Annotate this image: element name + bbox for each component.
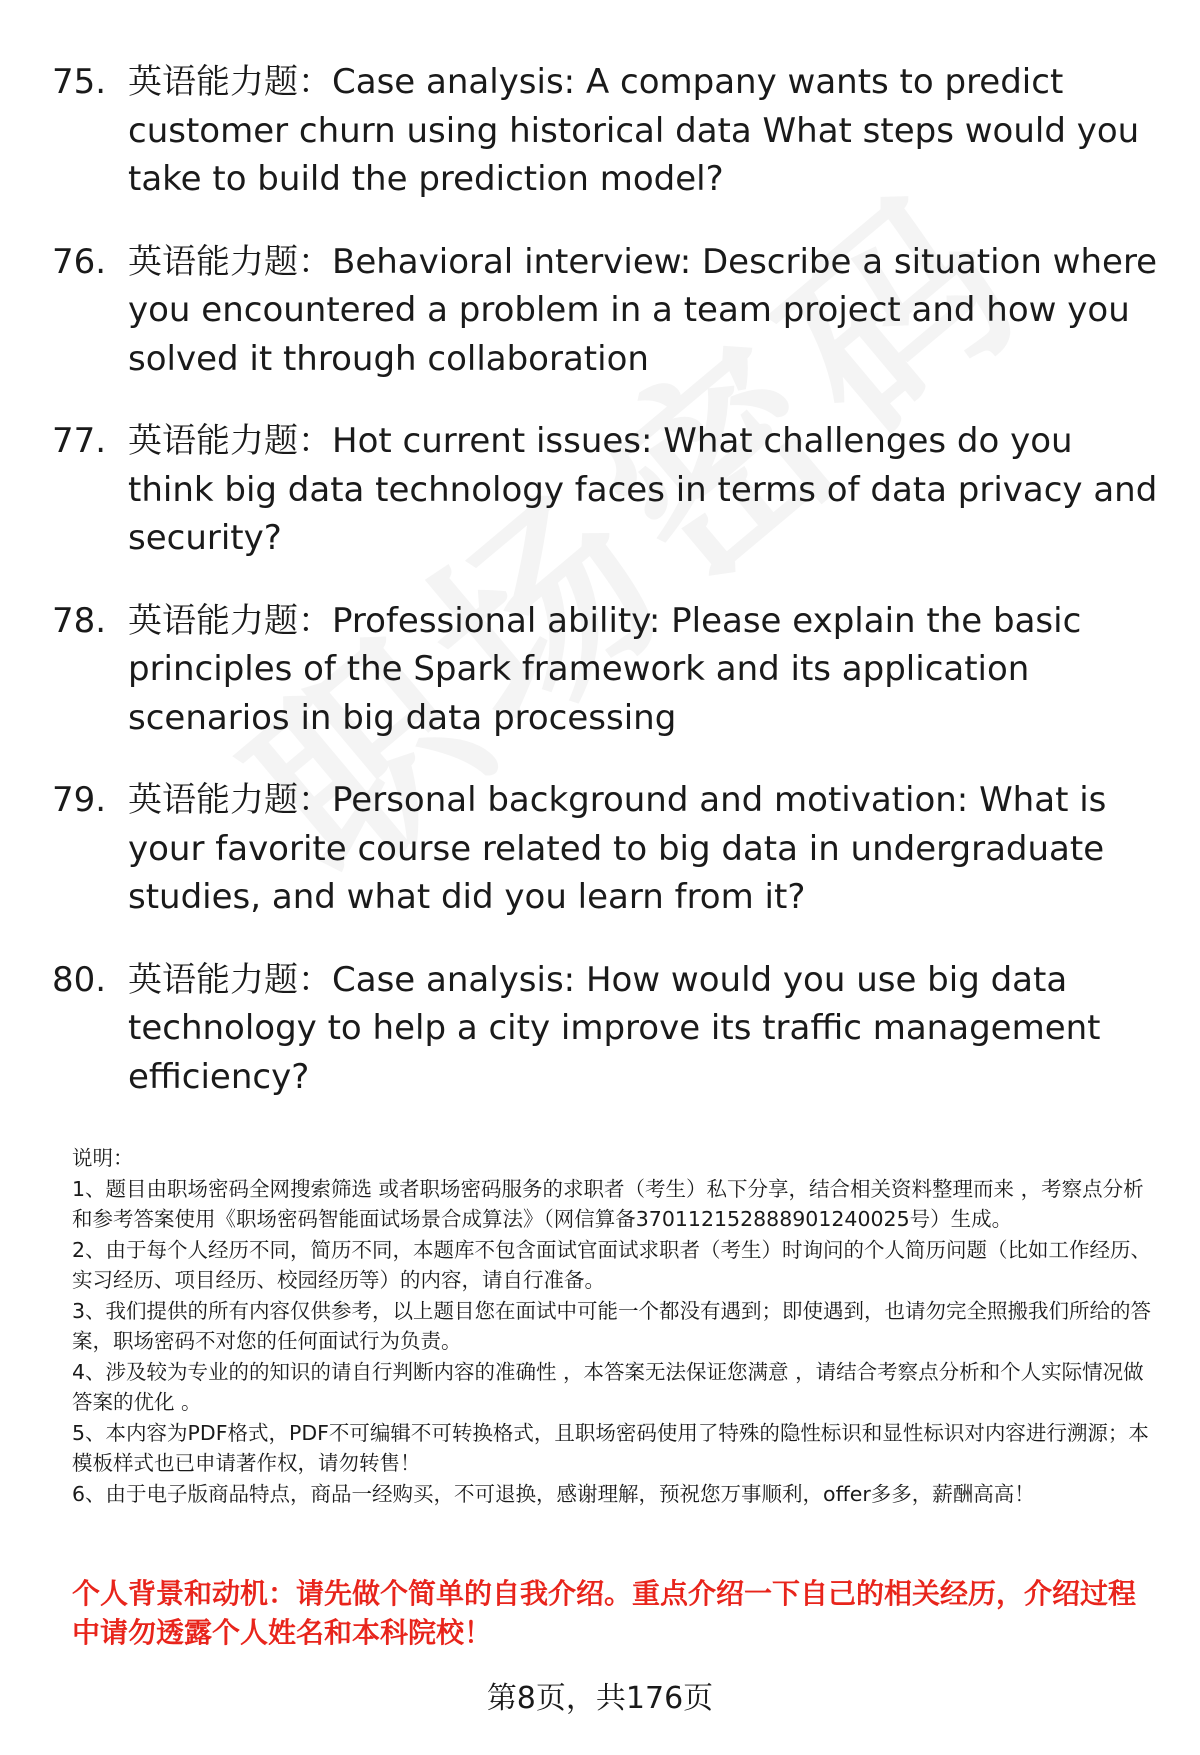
note-item: 3、我们提供的所有内容仅供参考，以上题目您在面试中可能一个都没有遇到；即使遇到，也请勿完全照搬我们所给的答案，职场密码不对您的任何面试行为负责。 — [72, 1298, 1152, 1353]
question-item — [52, 417, 1162, 563]
question-number: 77. — [52, 421, 107, 461]
note-item: 1、题目由职场密码全网搜索筛选 或者职场密码服务的求职者（考生）私下分享，结合相关资料整理而来 ，考察点分析和参考答案使用《职场密码智能面试场景合成算法》（网信算备370112152888901240025号）生成。 — [72, 1176, 1144, 1231]
question-item — [52, 58, 1162, 204]
question-text: Case analysis: A company wants to predict customer churn using historical data What steps would you take to build the prediction model? — [128, 62, 1140, 199]
question-prefix: 英语能力题： — [128, 600, 332, 641]
question-number: 75. — [52, 62, 107, 102]
question-prefix: 英语能力题： — [128, 421, 332, 461]
question-prefix: 英语能力题： — [128, 62, 332, 102]
highlight-notice: 个人背景和动机：请先做个简单的自我介绍。重点介绍一下自己的相关经历，介绍过程中请勿透露个人姓名和本科院校！ — [72, 1577, 1137, 1649]
question-item — [52, 238, 1162, 384]
note-item: 2、由于每个人经历不同，简历不同，本题库不包含面试官面试求职者（考生）时询问的个人简历问题（比如工作经历、实习经历、项目经历、校园经历等）的内容，请自行准备。 — [72, 1237, 1152, 1292]
question-number: 78. — [52, 600, 107, 641]
question-text: Professional ability: Please explain the basic principles of the Spark framework and its application scenarios in big data processing — [128, 600, 1082, 738]
question-prefix: 英语能力题： — [128, 780, 332, 820]
question-number: 80. — [52, 959, 107, 1000]
question-text: Case analysis: How would you use big data technology to help a city improve its traffic management efficiency? — [128, 959, 1101, 1097]
question-prefix: 英语能力题： — [128, 959, 332, 1000]
page-indicator: 第8页，共176页 — [486, 1681, 714, 1716]
question-number: 76. — [52, 241, 107, 282]
question-text: Behavioral interview: Describe a situation where you encountered a problem in a team project and how you solved it through collaboration — [128, 241, 1158, 379]
note-item: 5、本内容为PDF格式，PDF不可编辑不可转换格式，且职场密码使用了特殊的隐性标识和显性标识对内容进行溯源；本模板样式也已申请著作权，请勿转售！ — [72, 1420, 1149, 1475]
notes-section — [72, 1143, 1162, 1509]
question-item — [52, 776, 1162, 922]
question-prefix: 英语能力题： — [128, 241, 332, 282]
note-item: 6、由于电子版商品特点，商品一经购买，不可退换，感谢理解，预祝您万事顺利，offer多多，薪酬高高！ — [72, 1481, 1035, 1506]
question-number: 79. — [52, 780, 107, 820]
notes-title: 说明： — [72, 1146, 134, 1170]
question-item — [52, 956, 1162, 1102]
question-text: Personal background and motivation: What is your favorite course related to big data in undergraduate studies, and what did you learn from it? — [128, 780, 1107, 917]
note-item: 4、涉及较为专业的的知识的请自行判断内容的准确性 ，本答案无法保证您满意 ，请结合考察点分析和个人实际情况做答案的优化 。 — [72, 1359, 1144, 1414]
question-list — [52, 58, 1162, 1135]
question-text: Hot current issues: What challenges do you think big data technology faces in terms of data privacy and security? — [128, 421, 1158, 558]
question-item — [52, 597, 1162, 743]
